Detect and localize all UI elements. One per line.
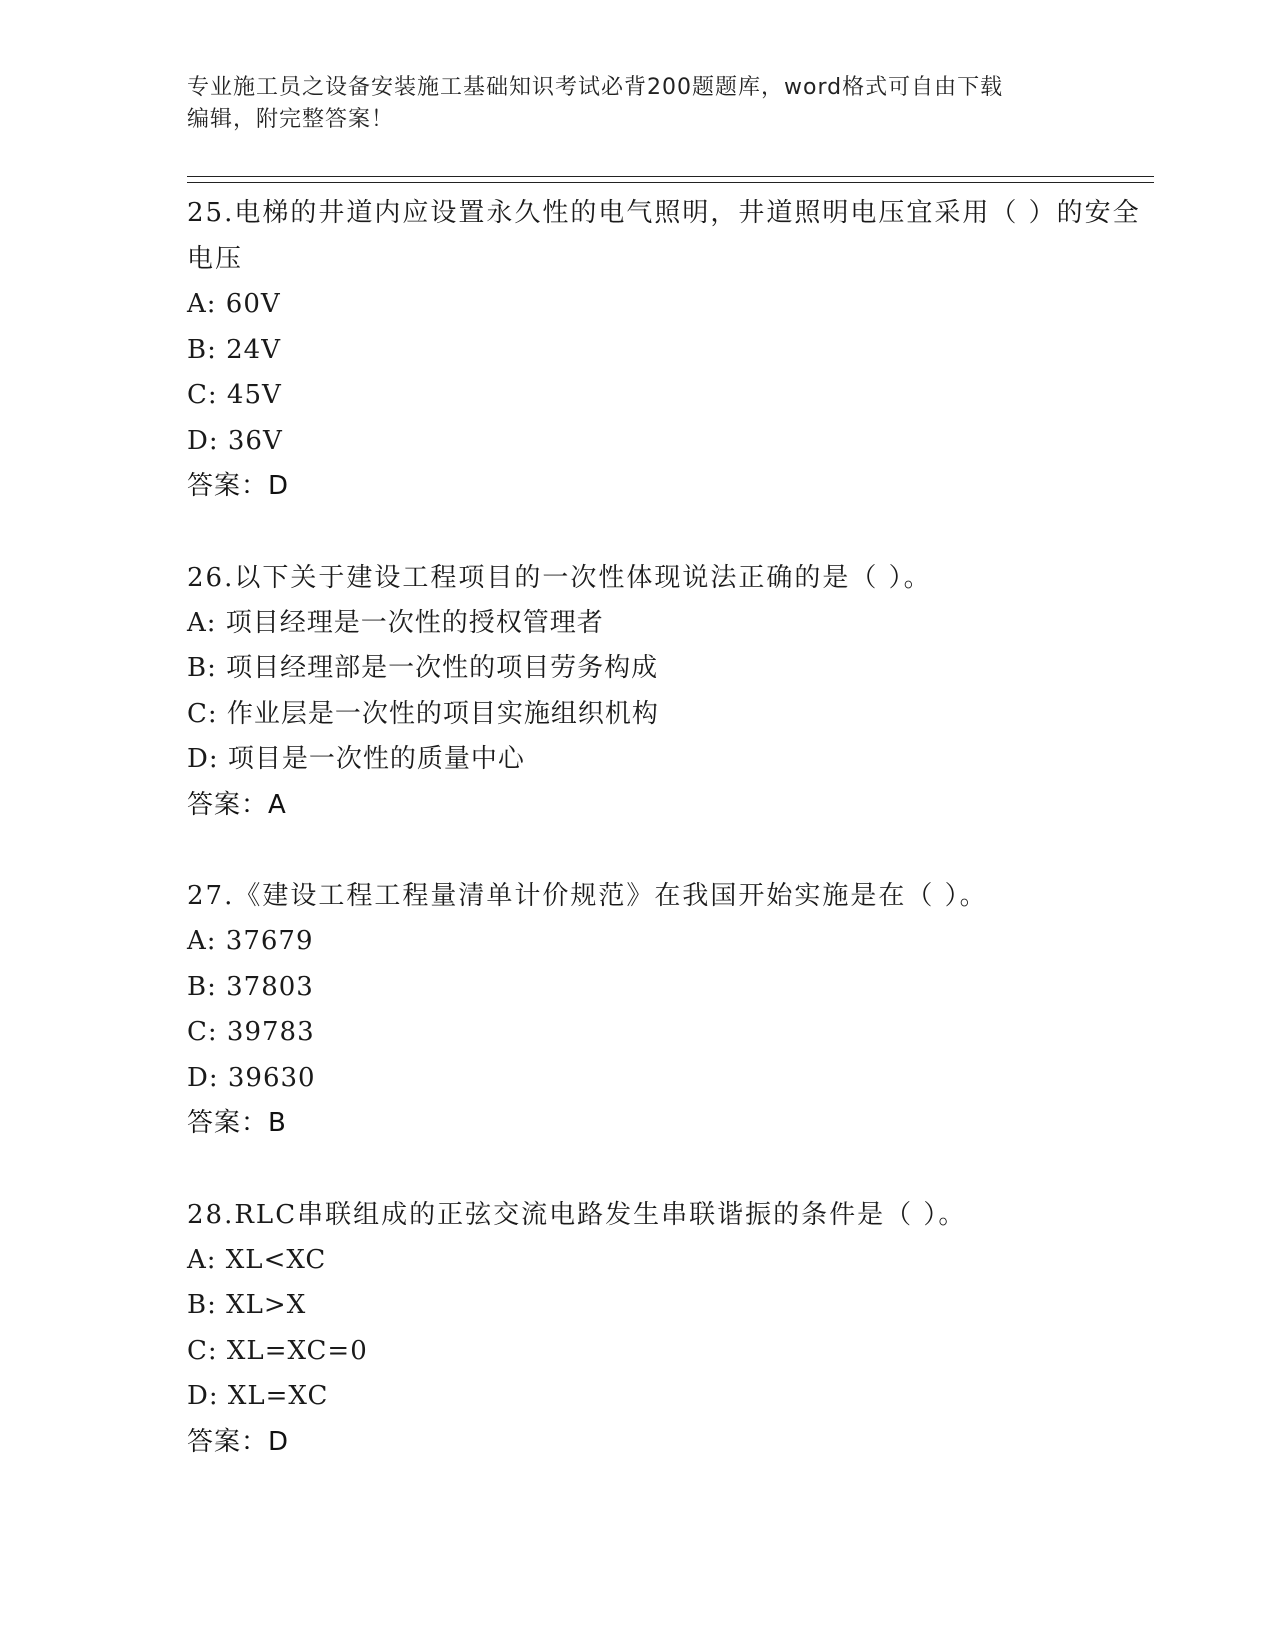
option-d: D: 36V (187, 425, 283, 456)
option-a: A: XL<XC (187, 1244, 327, 1275)
document-header (187, 72, 1077, 136)
option-a: A: 37679 (187, 926, 314, 956)
option-a: A: 项目经理是一次性的授权管理者 (187, 607, 604, 638)
option-c: C: XL=XC=0 (187, 1335, 368, 1366)
option-a: A: 60V (187, 289, 281, 319)
question-spacer (187, 1147, 1147, 1192)
question-text: 28.RLC串联组成的正弦交流电路发生串联谐振的条件是（ ）。 (187, 1199, 967, 1230)
question-text: 26.以下关于建设工程项目的一次性体现说法正确的是（ ）。 (187, 562, 932, 593)
option-b: B: XL>X (187, 1290, 307, 1320)
option-b: B: 项目经理部是一次性的项目劳务构成 (187, 653, 659, 683)
question-spacer (187, 510, 1147, 555)
header-divider-top (187, 176, 1154, 177)
answer-text: 答案：A (187, 789, 287, 820)
question-text: 25.电梯的井道内应设置永久性的电气照明，井道照明电压宜采用（ ）的安全电压 (187, 198, 1141, 274)
question-26 (187, 555, 1147, 829)
option-d: D: 39630 (187, 1062, 316, 1093)
option-c: C: 45V (187, 380, 282, 410)
question-27 (187, 873, 1147, 1147)
question-list (187, 190, 1147, 1465)
answer-text: 答案：D (187, 1426, 290, 1457)
question-text: 27.《建设工程工程量清单计价规范》在我国开始实施是在（ ）。 (187, 881, 988, 911)
header-divider-bottom (187, 182, 1154, 183)
question-spacer (187, 828, 1147, 873)
option-c: C: 作业层是一次性的项目实施组织机构 (187, 698, 659, 729)
header-title-line1: 专业施工员之设备安装施工基础知识考试必背200题题库，word格式可自由下载 (187, 75, 1004, 100)
option-c: C: 39783 (187, 1017, 315, 1047)
question-28 (187, 1192, 1147, 1466)
header-title-line2: 编辑，附完整答案！ (187, 107, 395, 132)
option-d: D: 项目是一次性的质量中心 (187, 744, 525, 774)
option-b: B: 37803 (187, 971, 314, 1002)
option-d: D: XL=XC (187, 1381, 329, 1411)
answer-text: 答案：B (187, 1108, 287, 1138)
answer-text: 答案：D (187, 471, 290, 501)
question-25 (187, 190, 1147, 510)
option-b: B: 24V (187, 334, 281, 365)
